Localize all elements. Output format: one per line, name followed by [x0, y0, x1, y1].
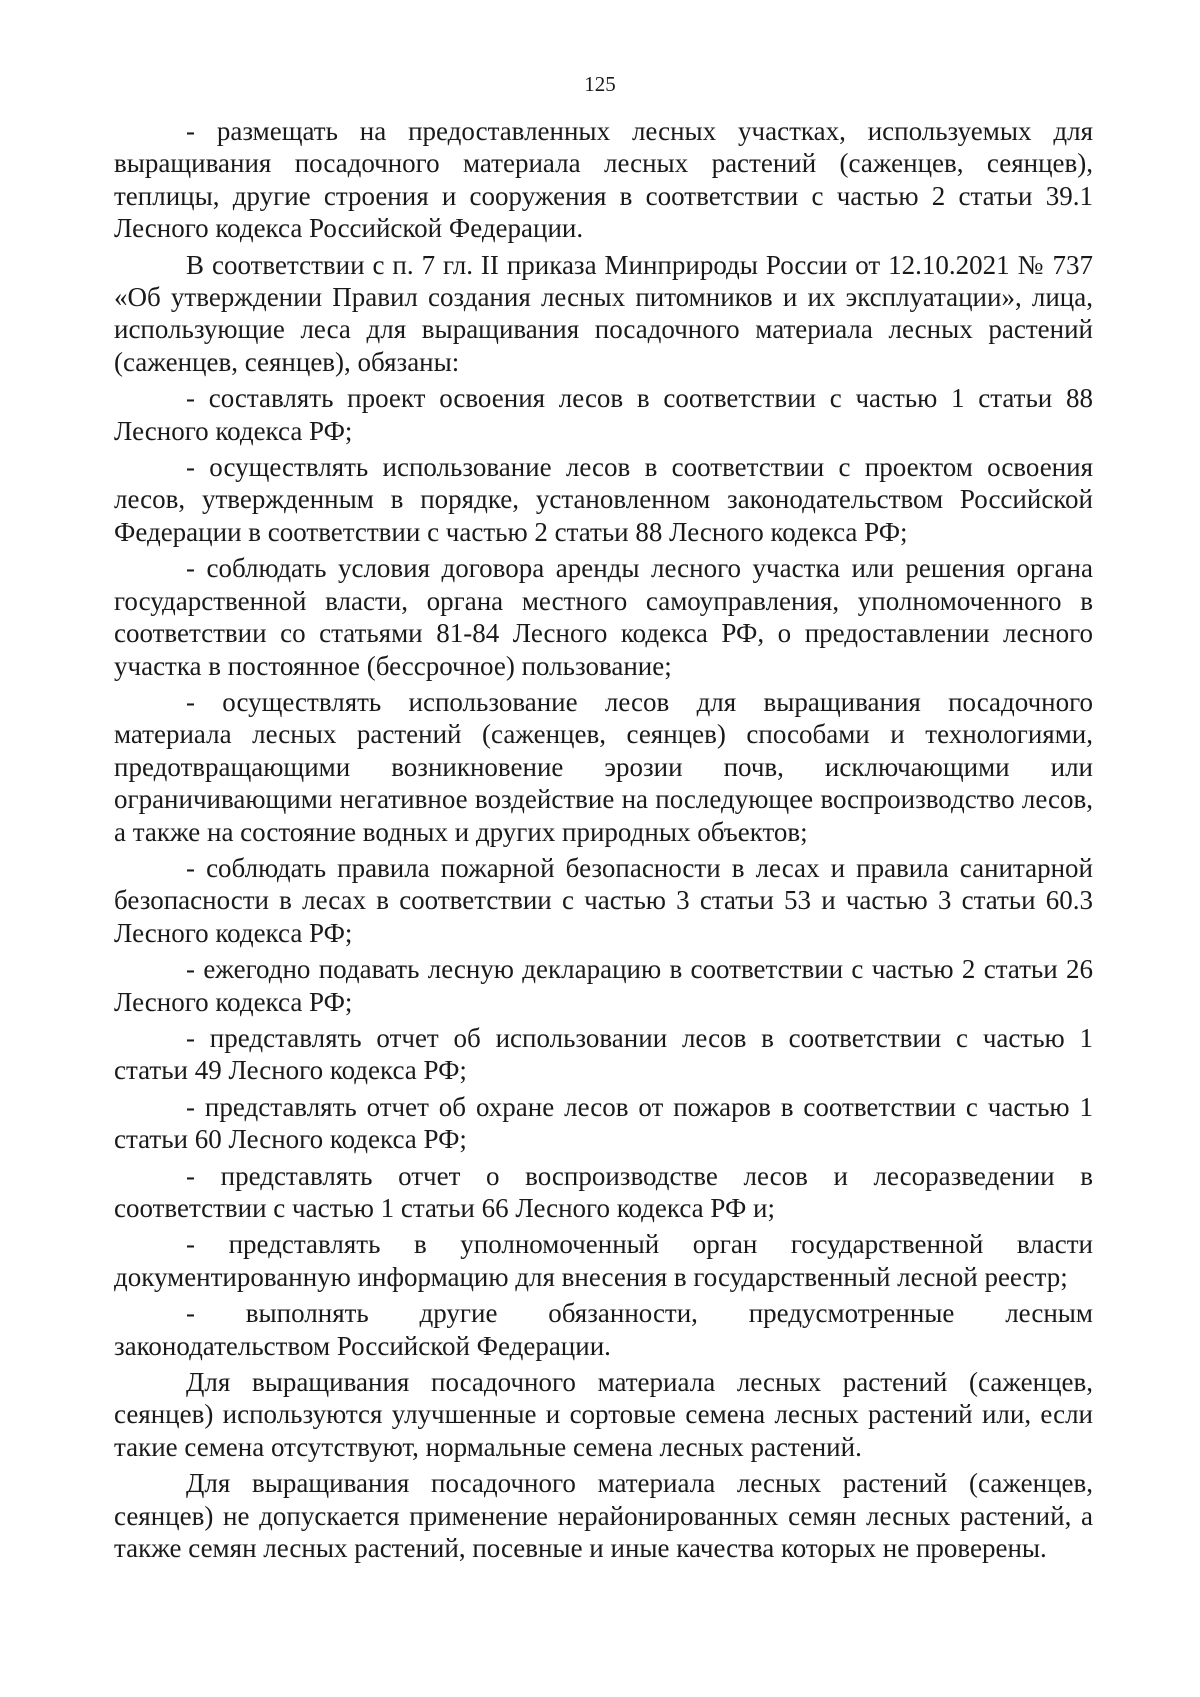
list-item: - выполнять другие обязанности, предусмотренные лесным законодательством Российской Федерации. — [114, 1298, 1093, 1361]
paragraph-2: В соответствии с п. 7 гл. II приказа Минприроды России от 12.10.2021 № 737 «Об утверждении Правил создания лесных питомников и их эксплуатации», лица, использующие леса для выращивания посадочного материала лесных растений (саженцев, сеянцев), обязаны: — [114, 249, 1093, 377]
list-item: - представлять отчет об охране лесов от пожаров в соответствии с частью 1 статьи 60 Лесного кодекса РФ; — [114, 1091, 1093, 1155]
list-item: - соблюдать правила пожарной безопасности в лесах и правила санитарной безопасности в лесах в соответствии с частью 3 статьи 53 и частью 3 статьи 60.3 Лесного кодекса РФ; — [114, 852, 1093, 948]
paragraph-1: - размещать на предоставленных лесных участках, используемых для выращивания посадочного материала лесных растений (саженцев, сеянцев), теплицы, другие строения и сооружения в соответствии с частью 2 статьи 39.1 Лесного кодекса Российской Федерации. — [114, 116, 1093, 244]
list-item: - представлять отчет об использовании лесов в соответствии с частью 1 статьи 49 Лесного кодекса РФ; — [114, 1022, 1093, 1086]
page-body — [114, 115, 1093, 1564]
list-item: - ежегодно подавать лесную декларацию в соответствии с частью 2 статьи 26 Лесного кодекса РФ; — [114, 954, 1093, 1017]
list-item: - соблюдать условия договора аренды лесного участка или решения органа государственной власти, органа местного самоуправления, уполномоченного в соответствии со статьями 81-84 Лесного кодекса РФ, о предоставлении лесного участка в постоянное (бессрочное) пользование; — [114, 553, 1093, 681]
list-item: - осуществлять использование лесов для выращивания посадочного материала лесных растений (саженцев, сеянцев) способами и технологиями, предотвращающими возникновение эрозии почв, исключающими или ограничивающими негативное воздействие на последующее воспроизводство лесов, а также на состояние водных и других природных объектов; — [114, 686, 1093, 847]
list-item: - осуществлять использование лесов в соответствии с проектом освоения лесов, утвержденным в порядке, установленном законодательством Российской Федерации в соответствии с частью 2 статьи 88 Лесного кодекса РФ; — [114, 452, 1093, 547]
list-item: - представлять в уполномоченный орган государственной власти документированную информацию для внесения в государственный лесной реестр; — [114, 1229, 1093, 1292]
list-item: - составлять проект освоения лесов в соответствии с частью 1 статьи 88 Лесного кодекса РФ; — [114, 383, 1093, 446]
list-item: - представлять отчет о воспроизводстве лесов и лесоразведении в соответствии с частью 1 статьи 66 Лесного кодекса РФ и; — [114, 1160, 1093, 1223]
paragraph-seeds: Для выращивания посадочного материала лесных растений (саженцев, сеянцев) используются улучшенные и сортовые семена лесных растений или, если такие семена отсутствуют, нормальные семена лесных растений. — [114, 1367, 1093, 1462]
page-number: 125 — [584, 72, 616, 96]
paragraph-seeds-restriction: Для выращивания посадочного материала лесных растений (саженцев, сеянцев) не допускается применение нерайонированных семян лесных растений, а также семян лесных растений, посевные и иные качества которых не проверены. — [114, 1468, 1093, 1564]
